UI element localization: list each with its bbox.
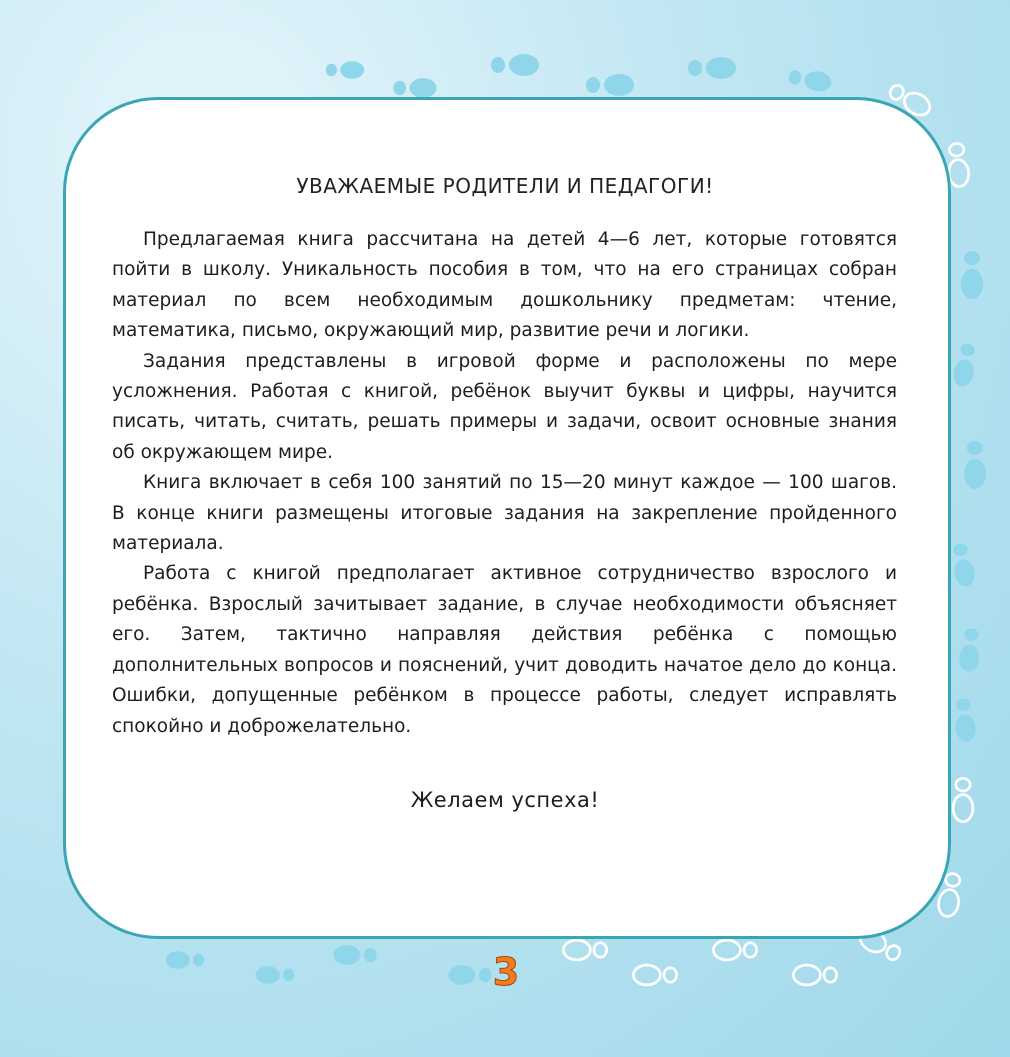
footprint-icon	[326, 61, 364, 79]
body-text	[112, 225, 897, 742]
footprint-icon	[949, 542, 976, 588]
footprint-icon	[393, 78, 436, 98]
footprint-icon	[951, 342, 978, 388]
footprint-icon	[688, 57, 736, 79]
page-number: 3	[492, 950, 520, 994]
paragraph: Книга включает в себя 100 занятий по 15—20 минут каждое — 100 шагов. В конце книги размещены итоговые задания на закрепление пройденного материала.	[112, 472, 897, 555]
page-heading: УВАЖАЕМЫЕ РОДИТЕЛИ И ПЕДАГОГИ!	[296, 174, 714, 198]
footprint-icon	[491, 54, 539, 76]
footprint-icon	[563, 940, 606, 960]
footprint-icon	[787, 66, 833, 93]
paragraph: Работа с книгой предполагает активное сотрудничество взрослого и ребёнка. Взрослый зачитывает задание, в случае необходимости объясняет его. Затем, тактично направляя действия ребёнка с помощью дополнительных вопросов и пояснений, учит доводить начатое дело до конца. Ошибки, допущенные ребёнком в процессе работы, следует исправлять спокойно и доброжелательно.	[112, 563, 897, 737]
footprint-icon	[953, 698, 976, 743]
footprint-icon	[333, 945, 376, 965]
footprint-icon	[793, 965, 836, 985]
paragraph: Задания представлены в игровой форме и расположены по мере усложнения. Работая с книгой, ребёнок выучит буквы и цифры, научится писать, читать, считать, решать примеры и задачи, освоит основные знания об окружающем мире.	[112, 350, 897, 463]
footprint-icon	[633, 965, 676, 985]
footprint-icon	[958, 628, 981, 673]
footprint-icon	[964, 441, 986, 489]
footprint-icon	[256, 966, 294, 984]
footprint-icon	[713, 940, 756, 960]
footprint-icon	[166, 951, 204, 969]
closing-wish: Желаем успеха!	[410, 788, 600, 812]
footprint-icon	[961, 251, 983, 299]
footprint-icon	[586, 74, 634, 96]
paragraph: Предлагаемая книга рассчитана на детей 4—6 лет, которые готовятся пойти в школу. Уникальность пособия в том, что на его страницах собран материал по всем необходимым дошкольнику предметам: чтение, математика, письмо, окружающий мир, развитие речи и логики.	[112, 229, 897, 342]
